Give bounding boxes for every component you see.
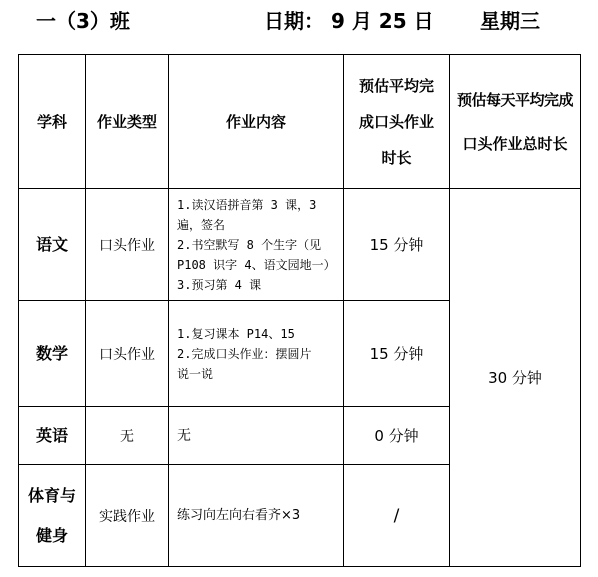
subject-cell: 语文 bbox=[19, 189, 86, 301]
page-header bbox=[0, 0, 598, 46]
subject-line: 体育与 bbox=[27, 485, 76, 505]
content-cell bbox=[169, 301, 344, 407]
header-content: 作业内容 bbox=[169, 55, 344, 189]
header-subject: 学科 bbox=[19, 55, 86, 189]
homework-table bbox=[18, 54, 581, 567]
content-line: P108 识字 4、语文园地一） bbox=[177, 257, 336, 272]
duration-cell: 0 分钟 bbox=[344, 407, 450, 465]
subject-cell: 数学 bbox=[19, 301, 86, 407]
content-line: 3.预习第 4 课 bbox=[177, 277, 262, 292]
type-cell: 口头作业 bbox=[86, 189, 169, 301]
subject-cell bbox=[19, 465, 86, 567]
date-label: 日期： 9 月 25 日 bbox=[264, 9, 434, 33]
duration-cell: 15 分钟 bbox=[344, 189, 450, 301]
header-daily-line: 预估每天平均完成 bbox=[456, 90, 573, 109]
content-line: 1.读汉语拼音第 3 课，3 bbox=[177, 197, 317, 212]
header-avg-line: 时长 bbox=[381, 148, 412, 167]
header-type: 作业类型 bbox=[86, 55, 169, 189]
header-daily-total bbox=[450, 55, 581, 189]
subject-line: 健身 bbox=[35, 525, 68, 545]
content-line: 无 bbox=[177, 427, 191, 444]
type-cell: 实践作业 bbox=[86, 465, 169, 567]
header-daily-line: 口头作业总时长 bbox=[462, 134, 568, 153]
class-name: 一（3）班 bbox=[36, 9, 130, 33]
content-cell bbox=[169, 407, 344, 465]
type-cell: 无 bbox=[86, 407, 169, 465]
content-line: 练习向左向右看齐×3 bbox=[177, 507, 301, 523]
content-cell bbox=[169, 189, 344, 301]
header-avg-duration bbox=[344, 55, 450, 189]
weekday: 星期三 bbox=[480, 9, 540, 33]
content-line: 遍，签名 bbox=[177, 217, 226, 232]
table-row bbox=[19, 189, 581, 301]
duration-cell: 15 分钟 bbox=[344, 301, 450, 407]
header-avg-line: 成口头作业 bbox=[358, 112, 434, 131]
content-line: 2.完成口头作业：摆圆片 bbox=[177, 346, 312, 361]
content-line: 1.复习课本 P14、15 bbox=[177, 326, 295, 341]
duration-cell: / bbox=[344, 465, 450, 567]
type-cell: 口头作业 bbox=[86, 301, 169, 407]
content-line: 说一说 bbox=[177, 366, 214, 381]
subject-cell: 英语 bbox=[19, 407, 86, 465]
header-avg-line: 预估平均完 bbox=[358, 76, 434, 95]
table-header-row bbox=[19, 55, 581, 189]
daily-total-cell: 30 分钟 bbox=[450, 189, 581, 567]
content-line: 2.书空默写 8 个生字（见 bbox=[177, 237, 322, 252]
content-cell bbox=[169, 465, 344, 567]
